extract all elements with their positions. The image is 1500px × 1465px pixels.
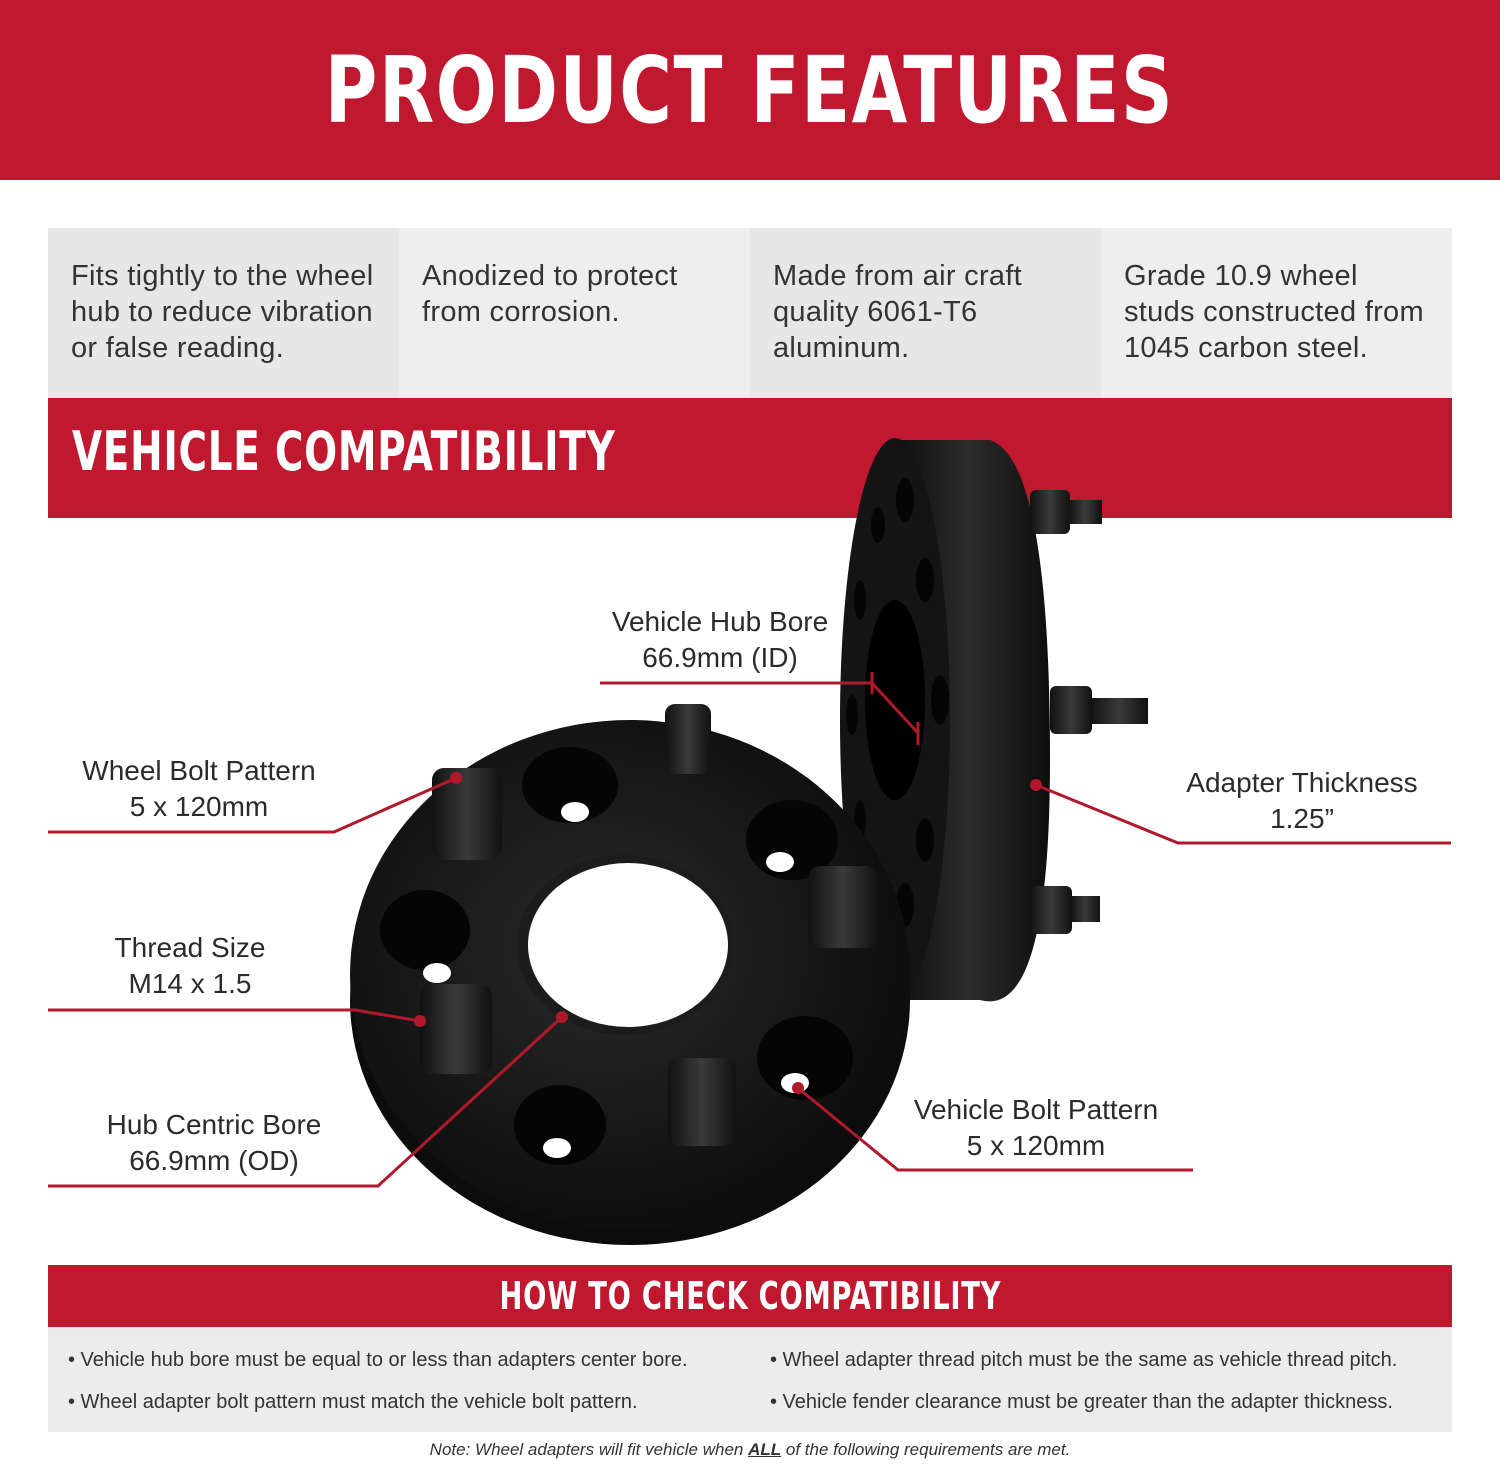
callout-value: M14 x 1.5 (128, 968, 252, 999)
callout-vehicle-hub-bore (600, 604, 840, 676)
callout-value: 66.9mm (ID) (642, 642, 798, 673)
feature-hub-fit: Fits tightly to the wheel hub to reduce vibration or false reading. (48, 228, 399, 398)
callout-value: 5 x 120mm (966, 1130, 1106, 1161)
callout-value: 66.9mm (OD) (129, 1145, 299, 1176)
callout-label: Vehicle Bolt Pattern (913, 1094, 1159, 1125)
compatibility-note (0, 1440, 1500, 1460)
requirement-fender-clearance: • Vehicle fender clearance must be greater than the adapter thickness. (770, 1391, 1393, 1413)
callout-label: Wheel Bolt Pattern (82, 755, 316, 786)
feature-aluminum: Made from air craft quality 6061-T6 aluminum. (750, 228, 1101, 398)
feature-anodized: Anodized to protect from corrosion. (399, 228, 750, 398)
note-suffix: of the following requirements are met. (781, 1440, 1071, 1459)
callout-label: Hub Centric Bore (106, 1109, 322, 1140)
callout-value: 5 x 120mm (129, 791, 269, 822)
callout-vehicle-bolt-pattern (900, 1092, 1172, 1164)
feature-studs: Grade 10.9 wheel studs constructed from 1045 carbon steel. (1101, 228, 1452, 398)
note-emphasis: ALL (748, 1440, 782, 1459)
check-compatibility-banner (48, 1265, 1452, 1327)
note-prefix: Note: Wheel adapters will fit vehicle when (429, 1440, 749, 1459)
compatibility-title: VEHICLE COMPATIBILITY (72, 420, 616, 483)
front-adapter (350, 704, 910, 1245)
callout-wheel-bolt-pattern (70, 753, 328, 825)
check-title: HOW TO CHECK COMPATIBILITY (499, 1274, 1001, 1318)
callout-label: Adapter Thickness (1186, 767, 1418, 798)
requirement-bolt-pattern: • Wheel adapter bolt pattern must match the vehicle bolt pattern. (68, 1391, 638, 1413)
callout-adapter-thickness (1172, 765, 1432, 837)
callout-thread-size (90, 930, 290, 1002)
callout-hub-centric-bore (94, 1107, 334, 1179)
requirement-hub-bore: • Vehicle hub bore must be equal to or less than adapters center bore. (68, 1349, 688, 1371)
requirements-panel (48, 1327, 1452, 1432)
page-title: PRODUCT FEATURES (325, 36, 1175, 144)
requirement-thread-pitch: • Wheel adapter thread pitch must be the same as vehicle thread pitch. (770, 1349, 1398, 1371)
callout-value: 1.25” (1270, 803, 1334, 834)
callout-label: Vehicle Hub Bore (611, 606, 829, 637)
callout-label: Thread Size (114, 932, 266, 963)
